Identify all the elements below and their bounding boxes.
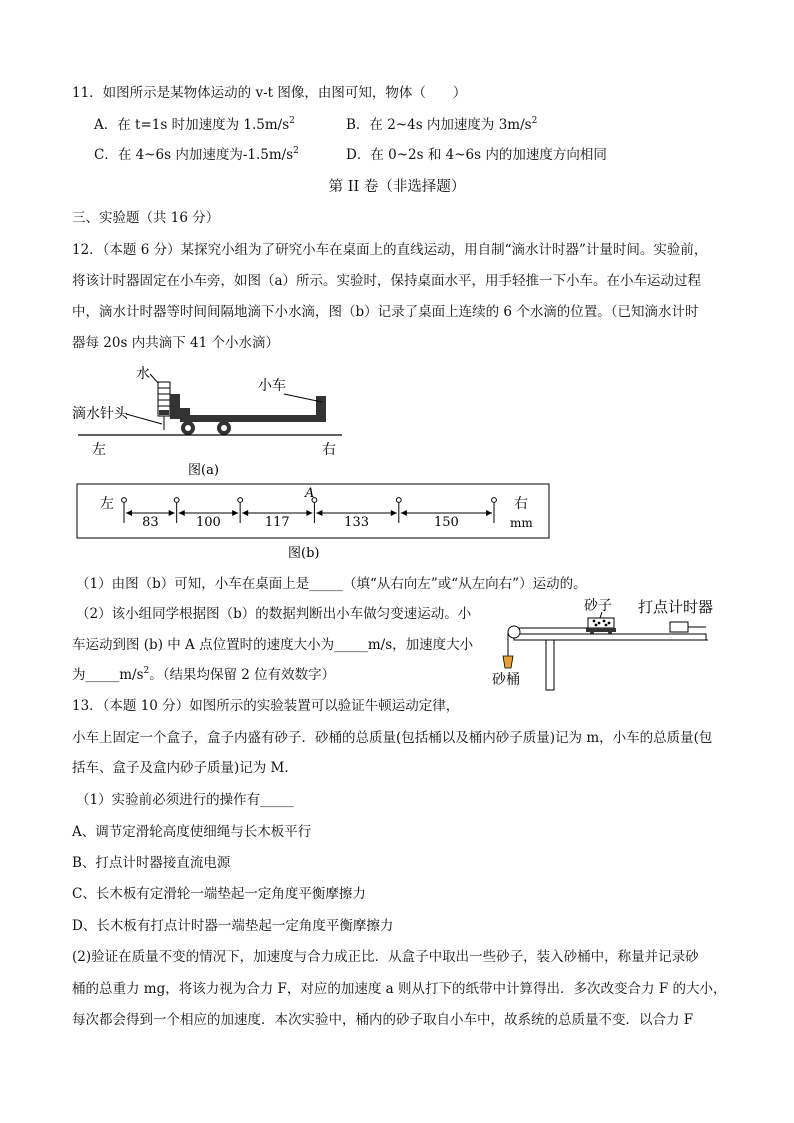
q13-line-1: 13．（本题 10 分）如图所示的实验装置可以验证牛顿运动定律，	[72, 698, 460, 714]
cart-body	[170, 394, 326, 435]
gap-label-4: 133	[344, 515, 370, 530]
gap-label-5: 150	[433, 515, 459, 530]
table-leg	[546, 640, 554, 690]
drop-1	[122, 498, 127, 503]
fig-b-right-label: 右	[514, 496, 528, 512]
q12-sub1: （1）由图（b）可知，小车在桌面上是_____（填“从右向左”或“从左向右”）运动的。	[76, 576, 587, 592]
drop-5	[396, 498, 401, 503]
needle-leader	[126, 414, 162, 424]
figure-a	[60, 358, 360, 480]
needle-label: 滴水针头	[72, 406, 128, 422]
gap-arrow-5-1	[401, 510, 407, 516]
fig-a-caption: 图(a)	[188, 463, 219, 478]
gap-arrow-4-1	[316, 510, 322, 516]
gap-arrow-4-2	[391, 510, 397, 516]
q13-line-3: 括车、盒子及盒内砂子质量)记为 M.	[72, 760, 289, 776]
q11-option-c: C．在 4~6s 内加速度为$-1.5m/s^2$	[94, 146, 299, 163]
drop-markers	[122, 498, 497, 530]
q12-line-3: 中，滴水计时器等时间间隔地滴下小水滴，图（b）记录了桌面上连续的 6 个水滴的位置。（已知滴水计时	[72, 304, 699, 320]
q12-sub2-line-2: 车运动到图 (b) 中 A 点位置时的速度大小为_____m/s，加速度大小	[72, 637, 474, 653]
gap-arrow-3-1	[242, 510, 248, 516]
q13-option-d: D、长木板有打点计时器一端垫起一定角度平衡摩擦力	[72, 918, 394, 934]
q13-sub2-line-3: 每次都会得到一个相应的加速度．本次实验中，桶内的砂子取自小车中，故系统的总质量不变．以合力 F	[72, 1012, 694, 1028]
water-label: 水	[136, 366, 150, 382]
sand-cart	[586, 618, 616, 634]
q13-option-b: B、打点计时器接直流电源	[72, 855, 231, 871]
drop-2	[174, 498, 179, 503]
q13-sub2-line-2: 桶的总重力 mg，将该力视为合力 F，对应的加速度 a 则从打下的纸带中计算得出．多次改变合力 F 的大小，	[72, 981, 727, 997]
gap-arrow-5-2	[486, 510, 492, 516]
gap-label-3: 117	[264, 515, 290, 530]
sand-label: 砂子	[584, 598, 612, 614]
q12-line-4: 器每 20s 内共滴下 41 个小水滴）	[72, 335, 279, 351]
section-heading: 三、实验题（共 16 分）	[72, 210, 220, 226]
timer-label: 打点计时器	[638, 598, 714, 616]
fig-a-right-label: 右	[322, 442, 336, 458]
gap-label-2: 100	[195, 515, 221, 530]
q11-option-d: D．在 0~2s 和 4~6s 内的加速度方向相同	[346, 147, 607, 163]
q12-line-1: 12．（本题 6 分）某探究小组为了研究小车在桌面上的直线运动，用自制“滴水计时器”计量时间。实验前，	[72, 242, 708, 258]
q11-option-b: B．在 2~4s 内加速度为 $3m/s^2$	[346, 116, 538, 133]
figure-b	[76, 481, 552, 561]
q12-sub2-line-1: （2）该小组同学根据图（b）的数据判断出小车做匀变速运动。小	[76, 606, 472, 622]
q13-option-a: A、调节定滑轮高度使细绳与长木板平行	[72, 824, 312, 840]
q11-option-a: A．在 t=1s 时加速度为 $1.5m/s^2$	[94, 116, 295, 133]
apparatus-figure	[486, 592, 726, 692]
gap-arrow-3-2	[306, 510, 312, 516]
point-a-label: A	[305, 486, 315, 501]
gap-arrow-1-1	[126, 510, 132, 516]
gap-arrow-1-2	[169, 510, 175, 516]
bucket-label: 砂桶	[492, 672, 520, 688]
cart-label: 小车	[258, 378, 286, 394]
q13-sub2-line-1: (2)验证在质量不变的情况下，加速度与合力成正比．从盒子中取出一些砂子，装入砂桶中，称量并记录砂	[72, 949, 699, 965]
q13-sub1: （1）实验前必须进行的操作有_____	[76, 792, 294, 808]
gap-arrow-2-2	[232, 510, 238, 516]
gap-label-1: 83	[142, 515, 159, 530]
drop-3	[238, 498, 243, 503]
fig-a-left-label: 左	[92, 442, 106, 458]
q12-line-2: 将该计时器固定在小车旁，如图（a）所示。实验时，保持桌面水平，用手轻推一下小车。在小车运动过程	[72, 273, 702, 289]
fig-b-caption: 图(b)	[288, 546, 320, 561]
dot-timer	[670, 622, 706, 632]
pulley	[508, 626, 520, 638]
drop-6	[492, 498, 497, 503]
long-board	[514, 634, 706, 640]
q11-stem: 11．如图所示是某物体运动的 v-t 图像，由图可知，物体（ ）	[72, 85, 467, 101]
q13-line-2: 小车上固定一个盒子，盒子内盛有砂子．砂桶的总质量(包括桶以及桶内砂子质量)记为 m，小车的总质量(包	[72, 730, 713, 746]
q13-option-c: C、长木板有定滑轮一端垫起一定角度平衡摩擦力	[72, 886, 366, 902]
q12-sub2-line-3: 为$\_\_\_\_\_m/s^2$。（结果均保留 2 位有效数字）	[72, 666, 336, 683]
fig-b-unit: mm	[510, 516, 533, 530]
sand-bucket	[503, 656, 513, 668]
drip-timer	[158, 382, 170, 430]
gap-arrow-2-1	[179, 510, 185, 516]
fig-b-left-label: 左	[100, 496, 114, 512]
section-title: 第 II 卷（非选择题）	[328, 179, 466, 195]
